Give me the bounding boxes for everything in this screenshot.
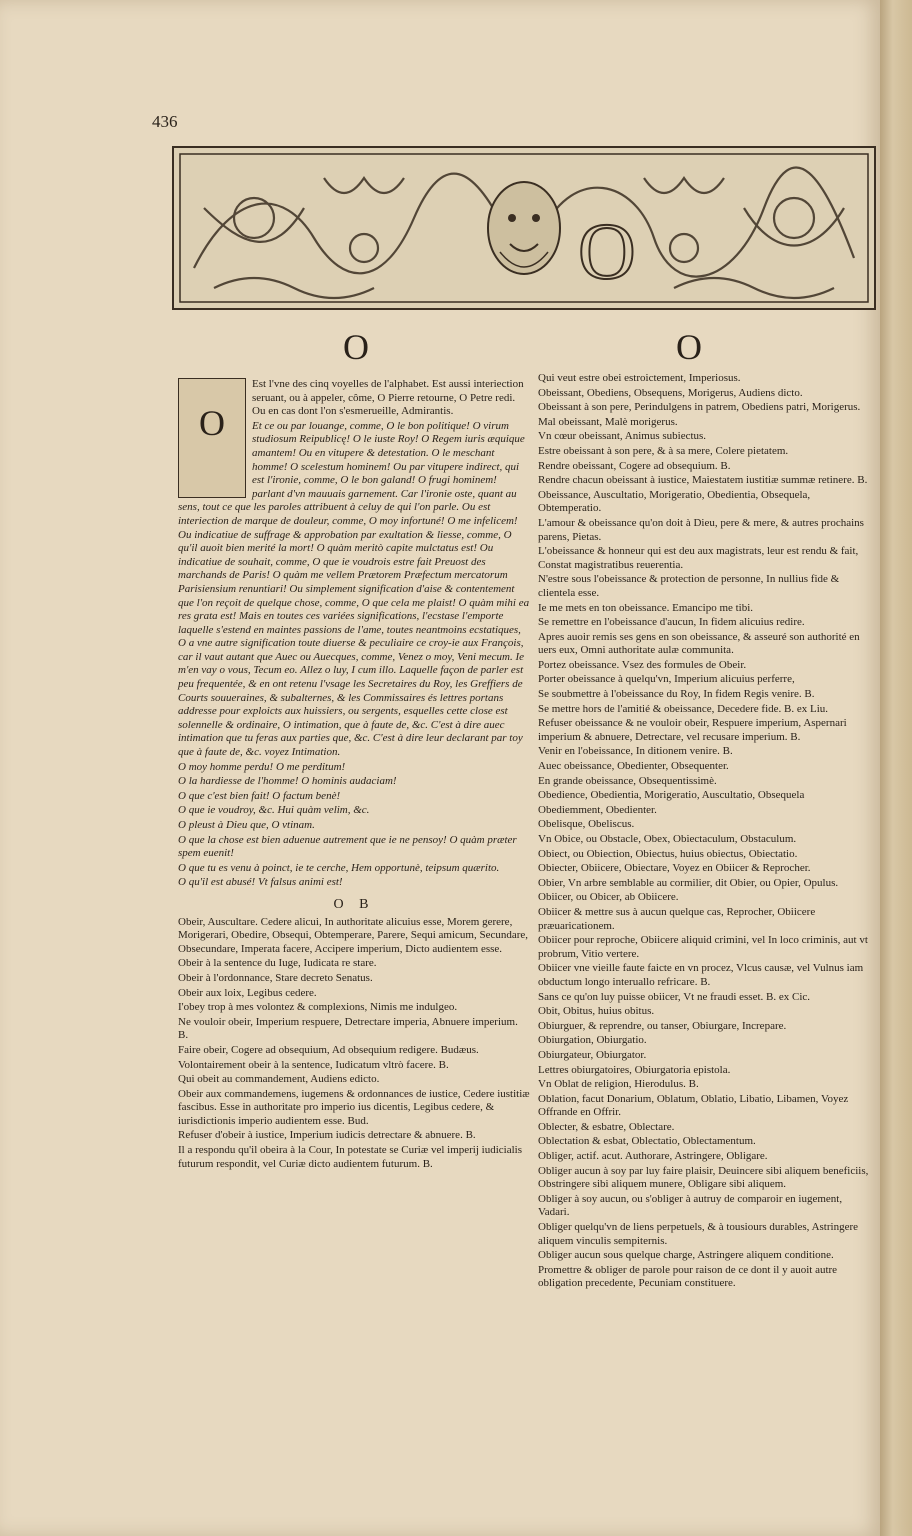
dictionary-entry: Oblation, facut Donarium, Oblatum, Oblatio, Libatio, Libamen, Voyez Offrande en Offrir. xyxy=(538,1092,849,1119)
intro-entry: O la hardiesse de l'homme! O hominis audaciam! xyxy=(178,775,397,788)
dictionary-entry: En grande obeissance, Obsequentissimè. xyxy=(538,774,717,787)
dictionary-entry: Vn Obice, ou Obstacle, Obex, Obiectaculum, Obstaculum. xyxy=(538,833,797,845)
intro-entry: O que c'est bien fait! O factum benè! xyxy=(178,789,341,802)
dictionary-entry: Obiicer, ou Obicer, ab Obiicere. xyxy=(538,891,679,904)
intro-entry: O moy homme perdu! O me perditum! xyxy=(178,760,346,773)
dictionary-entry: Obedience, Obedientia, Morigeratio, Auscultatio, Obsequela xyxy=(538,789,805,802)
dictionary-entry: Se mettre hors de l'amitié & obeissance, Decedere fide. B. ex Liu. xyxy=(538,702,829,715)
dictionary-entry: Obeissant à son pere, Perindulgens in patrem, Obediens patri, Morigerus. xyxy=(538,401,861,414)
dictionary-entry: Sans ce qu'on luy puisse obiicer, Vt ne fraudi esset. B. ex Cic. xyxy=(538,990,811,1003)
left-entries xyxy=(178,916,530,1172)
intro-entry: O que tu es venu à poinct, ie te cerche, Hem opportunè, teipsum quærito. xyxy=(178,861,500,874)
dictionary-entry: Obiicer & mettre sus à aucun quelque cas, Reprocher, Obiicere præuaricationem. xyxy=(538,905,816,932)
dictionary-entry: Obiect, ou Obiection, Obiectus, huius obiectus, Obiectatio. xyxy=(538,847,798,860)
dictionary-entry: Obeir aux loix, Legibus cedere. xyxy=(178,986,317,999)
banner-letter: O xyxy=(578,208,636,296)
dictionary-entry: Obeir, Auscultare. Cedere alicui, In authoritate alicuius esse, Morem gerere, Morigerari, Obedire, Obsequi, Obtemperare, Parere, Sequi amicum, Secundare, Obsecundare, Imperata facere, Accipere imperium, Dicto audientem esse. xyxy=(178,915,529,955)
dictionary-entry: Faire obeir, Cogere ad obsequium, Ad obsequium redigere. Budæus. xyxy=(178,1043,479,1056)
dictionary-entry: Volontairement obeir à la sentence, Iudicatum vltrò facere. B. xyxy=(178,1058,449,1071)
dictionary-entry: Obiicer vne vieille faute faicte en vn procez, Vlcus causæ, vel Vulnus iam obductum longo interuallo refricare. B. xyxy=(538,962,864,988)
dictionary-entry: Obeir à l'ordonnance, Stare decreto Senatus. xyxy=(178,971,373,984)
dictionary-entry: Obiurgateur, Obiurgator. xyxy=(538,1048,647,1061)
dictionary-entry: Refuser obeissance & ne vouloir obeir, Respuere imperium, Aspernari imperium & abnuere, Detrectare, vel recusare imperium. B. xyxy=(538,717,847,743)
dictionary-entry: Obelisque, Obeliscus. xyxy=(538,818,635,831)
intro-entry: Est l'vne des cinq voyelles de l'alphabet. Est aussi interiection seruant, ou à appeler, côme, O Pierre retourne, O Petre redi. Ou en cas dont l'on s'esmerueille, Admirantis. xyxy=(252,378,524,418)
page-number: 436 xyxy=(152,112,178,131)
dictionary-entry: Obiurgation, Obiurgatio. xyxy=(538,1034,647,1047)
right-column xyxy=(538,372,876,1292)
ornamental-banner xyxy=(172,146,876,310)
dictionary-entry: Portez obeissance. Vsez des formules de Obeir. xyxy=(538,658,747,671)
dictionary-entry: Il a respondu qu'il obeira à la Cour, In potestate se Curiæ vel imperij iudicialis futurum respondit, vel Curiæ dicto audientem futurum. B. xyxy=(178,1144,522,1170)
dictionary-entry: Obit, Obitus, huius obitus. xyxy=(538,1005,655,1018)
dictionary-entry: Obediemment, Obedienter. xyxy=(538,803,657,816)
intro-entry: Et ce ou par louange, comme, O le bon politique! O virum studiosum Reipublicę! O le iuste Roy! O Regem iuris æquique amantem! Ou en vitupere & detestation. O le meschant homme! O scelestum hominem! Ou par vitupere indirect, qui est l'ironie, comme, O le bon galand! O frugi hominem! parlant d'vn mauuais garnement. Car l'ironie oste, quant au sens, tout ce que les paroles attribuent à celuy de qui l'on parle. Ou est interiection de marque de douleur, comme, O moy infortuné! O me infelicem! Ou indicatiue de suffrage & approbation par exultation & liesse, comme, O qu'il auoit bien merité la mort! O quàm meritò capite mulctatus est! Ou indicatiue de souhait, comme, O que ie voudrois estre fait Preuost des marchands de Paris! O quàm me vellem Prætorem Præfectum mercatorum Parisiensium renuntiari! Ou simplement signification d'aise & contentement que l'on reçoit de quelque chose, comme, O que cela me plaist! O quàm mihi ea res grata est! Mais en toutes ces variées significations, l'ecstase l'emporte laquelle s'estend en maintes passions de l'ame, toutes neantmoins ecstatiques, O a vne autre signification toute diuerse & peculiaire ce croy-ie aux François, car il vaut autant que Auec ou Auecques, comme, Venez o moy, Veni mecum. Ie m'en vay o vous, Tecum eo. Allez o luy, I cum illo. Laquelle façon de parler est peu frequentée, & en ont retenu l'vsage les Secretaires du Roy, les Greffiers de Courts souueraines, & subalternes, & les Commissaires és lettres portans addresse pour exploicts aux huissiers, ou sergents, esquelles cette close est solennelle & ordinaire, O intimation, que à faute de, &c. C'est à dire auec intimation que tu feras aux parties que, &c. C'est à dire leur declarant par toy que à faute de, &c. voyez Intimation. xyxy=(178,419,530,759)
drop-cap-letter: O xyxy=(199,403,225,443)
dictionary-entry: Venir en l'obeissance, In ditionem venire. B. xyxy=(538,745,733,758)
intro-entry: O que la chose est bien aduenue autrement que ie ne pensoy! O quàm præter spem euenit! xyxy=(178,833,517,860)
dictionary-entry: Obiicer pour reproche, Obiicere aliquid crimini, vel In loco criminis, aut vt probrum, Vitio vertere. xyxy=(538,934,868,960)
dictionary-entry: Qui veut estre obei estroictement, Imperiosus. xyxy=(538,372,741,384)
dictionary-entry: Estre obeissant à son pere, & à sa mere, Colere pietatem. xyxy=(538,444,789,457)
left-column-letter: O xyxy=(343,327,369,367)
section-heading: O B xyxy=(333,896,375,912)
dictionary-entry: Se soubmettre à l'obeissance du Roy, In fidem Regis venire. B. xyxy=(538,688,815,701)
dictionary-entry: Obliger aucun à soy par luy faire plaisir, Deuincere sibi aliquem beneficiis, Obstringere sibi aliquem munere, Obligare sibi aliquem. xyxy=(538,1164,869,1191)
dictionary-entry: Obeir à la sentence du Iuge, Iudicata re stare. xyxy=(178,957,377,970)
dictionary-entry: Vn cœur obeissant, Animus subiectus. xyxy=(538,430,707,443)
dictionary-entry: Obliger, actif. acut. Authorare, Astringere, Obligare. xyxy=(538,1150,768,1163)
dictionary-entry: Rendre chacun obeissant à iustice, Maiestatem iustitiæ summæ retinere. B. xyxy=(538,474,868,487)
dictionary-entry: Rendre obeissant, Cogere ad obsequium. B. xyxy=(538,459,731,472)
dictionary-entry: Obier, Vn arbre semblable au cormilier, dit Obier, ou Opier, Opulus. xyxy=(538,876,839,889)
dictionary-entry: Mal obeissant, Malè morigerus. xyxy=(538,415,678,428)
dictionary-entry: Se remettre en l'obeissance d'aucun, In fidem alicuius redire. xyxy=(538,616,805,629)
dictionary-entry: Obeir aux commandemens, iugemens & ordonnances de iustice, Cedere iustitiæ fascibus. Esse in authoritate pro imperio ius dicentis, Legibus cedere, & iurisdictionis imperio audientem esse. Bud. xyxy=(178,1087,530,1127)
dictionary-entry: Ne vouloir obeir, Imperium respuere, Detrectare imperia, Abnuere imperium. B. xyxy=(178,1015,518,1042)
dictionary-entry: Qui obeit au commandement, Audiens edicto. xyxy=(178,1073,380,1086)
dictionary-entry: Auec obeissance, Obedienter, Obsequenter. xyxy=(538,760,729,773)
dictionary-entry: Obiecter, Obiicere, Obiectare, Voyez en Obiicer & Reprocher. xyxy=(538,862,811,875)
dictionary-entry: Obiurguer, & reprendre, ou tanser, Obiurgare, Increpare. xyxy=(538,1019,787,1032)
dictionary-entry: Obeissance, Auscultatio, Morigeratio, Obedientia, Obsequela, Obtemperatio. xyxy=(538,488,811,515)
dictionary-entry: Obeissant, Obediens, Obsequens, Morigerus, Audiens dicto. xyxy=(538,386,803,399)
dictionary-entry: Ie me mets en ton obeissance. Emancipo me tibi. xyxy=(538,601,754,614)
dictionary-entry: Refuser d'obeir à iustice, Imperium iudicis detrectare & abnuere. B. xyxy=(178,1129,476,1142)
intro-entry: O qu'il est abusé! Vt falsus animi est! xyxy=(178,876,343,889)
right-column-letter: O xyxy=(676,327,702,367)
dictionary-entry: Obliger quelqu'vn de liens perpetuels, & à tousiours durables, Astringere aliquem vinculis sempiternis. xyxy=(538,1221,858,1247)
dictionary-entry: Oblecter, & esbatre, Oblectare. xyxy=(538,1120,675,1133)
intro-entry: O que ie voudroy, &c. Hui quàm velim, &c. xyxy=(178,804,370,817)
dictionary-entry: Porter obeissance à quelqu'vn, Imperium alicuius perferre, xyxy=(538,673,795,686)
dictionary-entry: Lettres obiurgatoires, Obiurgatoria epistola. xyxy=(538,1063,731,1076)
drop-cap xyxy=(178,378,246,498)
intro-entry: O pleust à Dieu que, O vtinam. xyxy=(178,819,315,831)
dictionary-entry: Apres auoir remis ses gens en son obeissance, & asseuré son authorité en uers eux, Omni authoritate aulæ communita. xyxy=(538,630,860,657)
dictionary-entry: N'estre sous l'obeissance & protection de personne, In nullius fide & clientela esse. xyxy=(538,573,840,599)
ornament-illustration xyxy=(174,148,874,308)
dictionary-entry: Obliger à soy aucun, ou s'obliger à autruy de comparoir en iugement, Vadari. xyxy=(538,1192,843,1219)
dictionary-entry: Promettre & obliger de parole pour raison de ce dont il y auoit autre obligation precedente, Pecuniam constituere. xyxy=(538,1263,838,1290)
dictionary-entry: Vn Oblat de religion, Hierodulus. B. xyxy=(538,1078,699,1091)
dictionary-entry: I'obey trop à mes volontez & complexions, Nimis me indulgeo. xyxy=(178,1001,458,1014)
dictionary-entry: Oblectation & esbat, Oblectatio, Oblectamentum. xyxy=(538,1135,756,1148)
next-page-edge xyxy=(880,0,912,1536)
dictionary-entry: L'amour & obeissance qu'on doit à Dieu, pere & mere, & autres prochains parens, Pietas. xyxy=(538,516,864,543)
dictionary-entry: Obliger aucun sous quelque charge, Astringere aliquem conditione. xyxy=(538,1249,834,1262)
dictionary-entry: L'obeissance & honneur qui est deu aux magistrats, leur est rendu & fait, Constat magistratibus reuerentia. xyxy=(538,545,859,571)
left-column xyxy=(178,378,530,1172)
